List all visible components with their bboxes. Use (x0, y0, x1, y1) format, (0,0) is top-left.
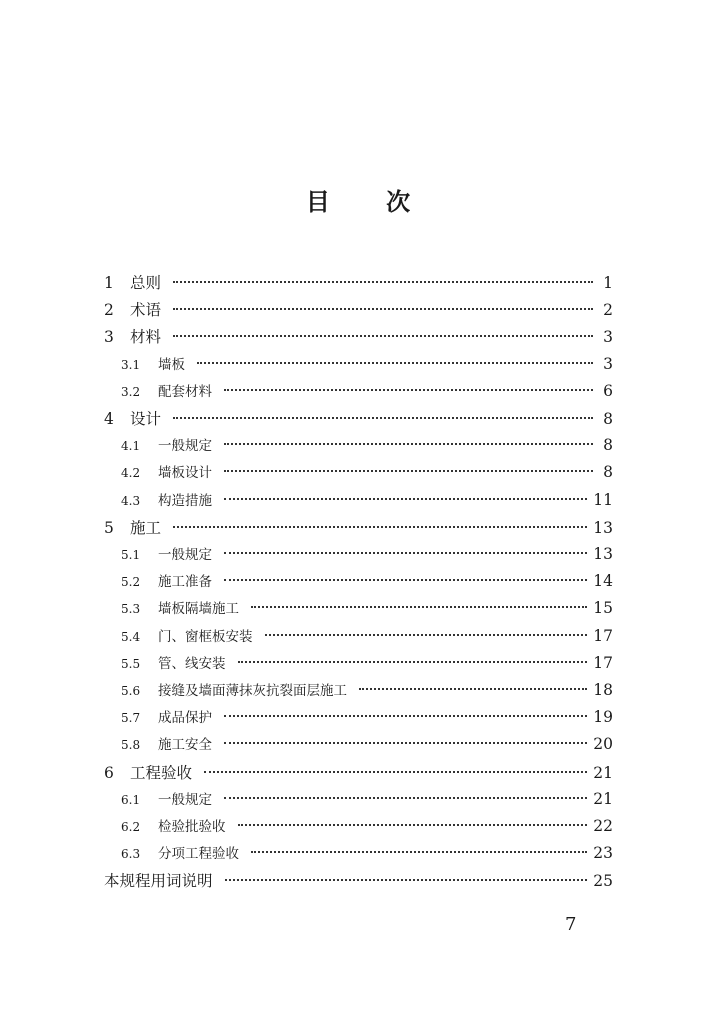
toc-entry-label: 检验批验收 (158, 819, 226, 835)
toc-entry-number: 5.1 (121, 548, 141, 562)
page-number: 7 (565, 914, 577, 935)
toc-entry-label: 材料 (130, 328, 162, 347)
toc-entry[interactable] (121, 434, 613, 458)
toc-entry-label: 总则 (130, 274, 162, 292)
toc-entry-label: 门、窗框板安装 (158, 628, 253, 645)
dot-leader (224, 469, 593, 472)
toc-entry[interactable] (104, 325, 613, 349)
toc-entry-label: 一般规定 (158, 438, 212, 455)
toc-entry-page: 21 (593, 763, 613, 782)
toc-entry-label: 接缝及墙面薄抹灰抗裂面层施工 (158, 683, 347, 699)
toc-entry-number: 5.3 (121, 602, 141, 617)
toc-entry-page: 8 (603, 436, 613, 455)
toc-entry-page: 15 (593, 599, 613, 618)
toc-entry[interactable] (121, 652, 613, 676)
toc-entry-number: 4.1 (121, 439, 141, 454)
toc-entry-page: 6 (603, 381, 613, 400)
toc-entry-number: 3 (104, 328, 114, 347)
dot-leader (224, 796, 587, 799)
toc-entry-page: 22 (593, 817, 613, 835)
toc-entry-number: 3.2 (121, 384, 141, 399)
toc-entry[interactable] (121, 733, 613, 757)
toc-entry-label: 分项工程验收 (158, 846, 239, 863)
toc-entry[interactable] (121, 706, 613, 730)
toc-entry-page: 17 (593, 626, 613, 645)
toc-entry[interactable] (104, 271, 613, 295)
dot-leader (265, 633, 588, 636)
toc-entry-label: 管、线安装 (158, 655, 226, 672)
toc-entry-number: 5.2 (121, 575, 141, 590)
toc-entry-number: 5.8 (121, 738, 141, 753)
dot-leader (197, 361, 593, 364)
dot-leader (251, 850, 587, 853)
toc-entry-number: 5.4 (121, 629, 141, 644)
toc-entry[interactable] (104, 298, 613, 322)
toc-entry-label: 本规程用词说明 (104, 872, 213, 891)
toc-entry-page: 25 (593, 872, 613, 891)
toc-entry-number: 6.2 (121, 820, 141, 834)
toc-entry[interactable] (121, 625, 613, 649)
toc-entry-page: 21 (593, 789, 613, 808)
dot-leader (173, 280, 593, 283)
toc-entry-label: 墙板设计 (158, 465, 212, 482)
toc-entry-label: 成品保护 (158, 710, 212, 727)
toc-entry[interactable] (104, 407, 613, 431)
toc-entry-label: 工程验收 (130, 763, 193, 782)
dot-leader (173, 334, 593, 337)
dot-leader (224, 388, 593, 391)
toc-entry-number: 2 (104, 301, 114, 320)
toc-entry-page: 8 (603, 463, 613, 482)
toc-entry-page: 3 (603, 354, 613, 373)
toc-entry-page: 13 (593, 518, 613, 537)
toc-entry-label: 墙板 (158, 356, 185, 373)
toc-entry[interactable] (121, 543, 613, 567)
toc-entry-page: 13 (593, 545, 613, 563)
toc-entry-number: 4.3 (121, 493, 141, 508)
toc-entry-label: 设计 (130, 410, 162, 428)
toc-entry-label: 一般规定 (158, 791, 212, 808)
toc-entry[interactable] (121, 815, 613, 839)
toc-entry-label: 一般规定 (158, 547, 212, 563)
dot-leader (173, 525, 587, 528)
toc-entry-number: 5 (104, 518, 114, 537)
dot-leader (224, 578, 587, 581)
toc-entry-page: 2 (603, 301, 613, 320)
toc-entry[interactable] (121, 842, 613, 866)
toc-entry-page: 3 (603, 328, 613, 347)
toc-entry-page: 14 (593, 572, 613, 591)
toc-entry-number: 1 (104, 274, 114, 292)
dot-leader (224, 741, 587, 744)
toc-entry[interactable] (104, 869, 613, 893)
dot-leader (173, 307, 593, 310)
toc-entry-label: 墙板隔墙施工 (158, 601, 239, 618)
dot-leader (224, 714, 587, 717)
toc-entry-label: 构造措施 (158, 492, 212, 509)
toc-entry-number: 5.6 (121, 684, 141, 698)
toc-entry-page: 8 (603, 410, 613, 428)
toc-entry-number: 6.3 (121, 847, 141, 862)
toc-entry-number: 6 (104, 763, 114, 782)
toc-entry-page: 1 (603, 274, 613, 292)
toc-entry-number: 5.7 (121, 711, 141, 726)
toc-entry[interactable] (121, 461, 613, 485)
dot-leader (238, 823, 588, 826)
toc-entry-label: 施工 (130, 518, 162, 537)
toc-entry-page: 23 (593, 844, 613, 863)
toc-entry-label: 施工安全 (158, 737, 212, 754)
dot-leader (225, 878, 588, 881)
dot-leader (251, 605, 587, 608)
toc-entry[interactable] (121, 489, 613, 513)
toc-entry-page: 18 (593, 681, 613, 699)
toc-entry[interactable] (121, 380, 613, 404)
dot-leader (359, 687, 587, 690)
toc-entry-number: 6.1 (121, 792, 141, 807)
toc-entry[interactable] (121, 597, 613, 621)
toc-entry[interactable] (121, 570, 613, 594)
dot-leader (238, 660, 588, 663)
dot-leader (224, 551, 587, 554)
toc-entry-page: 11 (593, 490, 613, 509)
toc-entry-number: 4.2 (121, 466, 141, 481)
toc-entry-number: 3.1 (121, 357, 141, 372)
dot-leader (224, 497, 587, 500)
toc-entry[interactable] (104, 516, 613, 540)
toc-entry[interactable] (121, 788, 613, 812)
dot-leader (224, 442, 593, 445)
toc-entry-page: 17 (593, 653, 613, 672)
toc-entry-label: 施工准备 (158, 574, 212, 591)
toc-entry-label: 术语 (130, 301, 162, 320)
page-title: 目 次 (305, 187, 435, 216)
toc-entry-number: 5.5 (121, 656, 141, 671)
toc-entry[interactable] (121, 353, 613, 377)
toc-entry-number: 4 (104, 410, 114, 428)
dot-leader (204, 770, 587, 773)
toc-entry[interactable] (104, 761, 613, 785)
toc-entry-page: 19 (593, 708, 613, 727)
dot-leader (173, 416, 593, 419)
toc-entry-page: 20 (593, 735, 613, 754)
toc-entry-label: 配套材料 (158, 383, 212, 400)
toc-entry[interactable] (121, 679, 613, 703)
